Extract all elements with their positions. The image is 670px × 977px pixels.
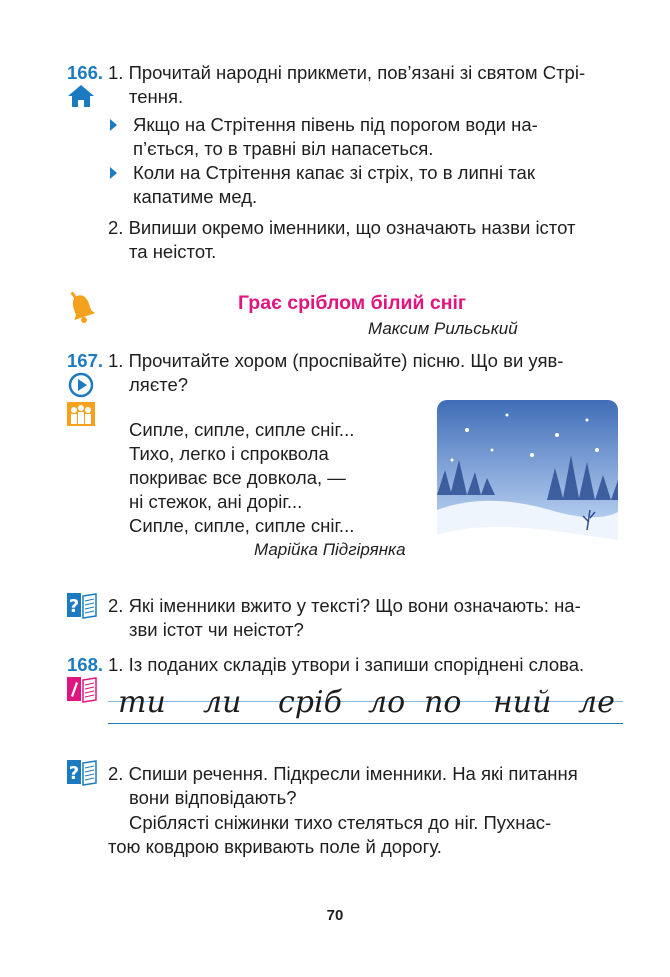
section-author: Максим Рильський — [368, 319, 518, 338]
exercise-number-167: 167. — [67, 350, 104, 371]
ex166-bullet-1-line2: п’ється, то в травні віл напасеться. — [133, 138, 434, 159]
ex167-task2-line1: 2. Які іменники вжито у тексті? Що вони означають: на- — [108, 595, 581, 616]
ex167-task1-line1: 1. Прочитайте хором (проспівайте) пісню. Що ви уяв- — [108, 350, 564, 371]
poem-line: ні стежок, ані доріг... — [129, 491, 303, 512]
play-icon[interactable] — [68, 372, 94, 398]
ex168-text-line2: тою ковдрою вкривають поле й дорогу. — [108, 836, 442, 857]
question-book-icon — [67, 593, 97, 619]
ex166-task2-line2: та неістот. — [129, 241, 217, 262]
exercise-number-168: 168. — [67, 654, 104, 675]
poem-line: покриває все довкола, — — [129, 467, 346, 488]
bullet-icon — [110, 167, 117, 179]
syllable: ле — [578, 685, 615, 720]
syllable: сріб — [278, 685, 342, 720]
svg-text:?: ? — [68, 596, 80, 617]
syllable: ли — [203, 685, 242, 720]
syllable: по — [424, 685, 462, 720]
ex166-bullet-1-line1: Якщо на Стрітення півень під порогом води на- — [133, 114, 538, 135]
ruling-line-base — [108, 723, 623, 724]
ex167-task1-line2: ляєте? — [129, 374, 189, 395]
ex168-text-line1: Сріблясті сніжинки тихо стеляться до ніг. Пухнас- — [129, 812, 552, 833]
home-icon — [66, 83, 96, 109]
page-number: 70 — [326, 907, 344, 924]
ex167-task2-line2: зви істот чи неістот? — [129, 619, 304, 640]
syllable: ний — [493, 685, 552, 720]
ex166-task1-line1: 1. Прочитай народні прикмети, пов’язані зі святом Стрі- — [108, 62, 586, 83]
ex166-bullet-2-line2: капатиме мед. — [133, 186, 258, 207]
poem-author: Марійка Підгірянка — [254, 540, 406, 559]
ex166-bullet-2-line1: Коли на Стрітення капає зі стріх, то в липні так — [133, 162, 535, 183]
syllable-writing-line — [100, 685, 625, 750]
winter-landscape-image — [437, 400, 618, 580]
bell-icon — [68, 292, 96, 324]
ex168-task2-line2: вони відповідають? — [129, 787, 297, 808]
poem — [129, 417, 354, 537]
ex168-task1: 1. Із поданих складів утвори і запиши споріднені слова. — [108, 654, 585, 675]
section-title: Грає сріблом білий сніг — [238, 292, 467, 314]
poem-line: Сипле, сипле, сипле сніг... — [129, 515, 355, 536]
ex168-task2-line1: 2. Спиши речення. Підкресли іменники. На які питання — [108, 763, 578, 784]
poem-line: Сипле, сипле, сипле сніг... — [129, 419, 355, 440]
writing-book-icon — [67, 677, 97, 703]
bullet-icon — [110, 119, 117, 131]
ex166-task1-line2: тення. — [129, 86, 184, 107]
chorus-group-icon — [67, 402, 95, 426]
question-book-icon — [67, 760, 97, 786]
svg-text:?: ? — [68, 763, 80, 784]
poem-line: Тихо, легко і спроквола — [129, 443, 329, 464]
syllable: ло — [368, 685, 406, 720]
ex166-task2-line1: 2. Випиши окремо іменники, що означають назви істот — [108, 217, 576, 238]
syllable: ти — [118, 685, 166, 720]
exercise-number-166: 166. — [67, 62, 104, 83]
